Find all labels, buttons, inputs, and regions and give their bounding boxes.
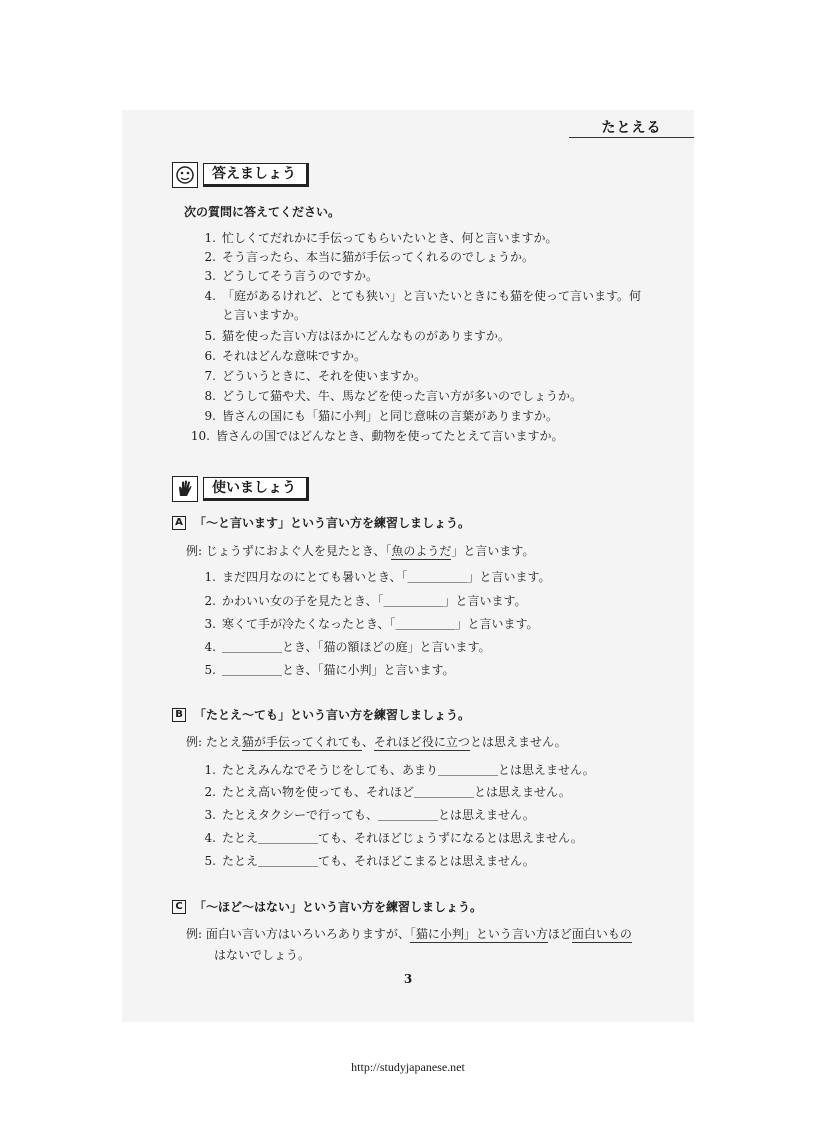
exercise-c-example: 例: 面白い言い方はいろいろありますが、「猫に小判」という言い方ほど面白いもの <box>186 927 632 941</box>
list-item: 8. どうして猫や犬、牛、馬などを使った言い方が多いのでしょうか。 <box>204 389 583 403</box>
list-item: 1. たとえみんなでそうじをしても、あまり＿＿＿＿＿とは思えません。 <box>204 763 595 777</box>
list-item: 7. どういうときに、それを使いますか。 <box>204 369 427 383</box>
exercise-a-heading <box>172 514 470 531</box>
exercise-c-title: 「〜ほど〜はない」という言い方を練習しましょう。 <box>194 900 483 914</box>
section-answer-label: 答えましょう <box>203 163 309 187</box>
list-item: 3. どうしてそう言うのですか。 <box>204 269 379 283</box>
face-icon <box>172 162 198 188</box>
list-item: 2. かわいい女の子を見たとき、「＿＿＿＿＿」と言います。 <box>204 594 527 608</box>
exercise-a-title: 「〜と言います」という言い方を練習しましょう。 <box>194 516 471 530</box>
list-item: 6. それはどんな意味ですか。 <box>204 349 367 363</box>
list-item: 5. ＿＿＿＿＿とき、「猫に小判」と言います。 <box>204 663 455 677</box>
list-item-continuation: と言いますか。 <box>222 308 307 322</box>
hand-icon <box>172 476 198 502</box>
exercise-a-example: 例: じょうずにおよぐ人を見たとき、「魚のようだ」と言います。 <box>186 544 535 558</box>
exercise-c-heading <box>172 898 482 915</box>
exercise-c-example-line2: はないでしょう。 <box>214 948 311 962</box>
exercise-a-letter: A <box>172 516 186 530</box>
list-item: 3. 寒くて手が冷たくなったとき、「＿＿＿＿＿」と言います。 <box>204 617 539 631</box>
exercise-b-title: 「たとえ〜ても」という言い方を練習しましょう。 <box>194 708 471 722</box>
list-item: 2. たとえ高い物を使っても、それほど＿＿＿＿＿とは思えません。 <box>204 785 571 799</box>
section-use-label: 使いましょう <box>203 477 309 501</box>
list-item: 9. 皆さんの国にも「猫に小判」と同じ意味の言葉がありますか。 <box>204 409 559 423</box>
list-item: 3. たとえタクシーで行っても、＿＿＿＿＿とは思えません。 <box>204 808 535 822</box>
list-item: 1. 忙しくてだれかに手伝ってもらいたいとき、何と言いますか。 <box>204 231 558 245</box>
section-answer-instruction: 次の質問に答えてください。 <box>184 205 341 219</box>
section-use-header <box>172 476 309 502</box>
list-item: 5. たとえ＿＿＿＿＿ても、それほどこまるとは思えません。 <box>204 854 535 868</box>
exercise-c-letter: C <box>172 900 186 914</box>
list-item: 4. たとえ＿＿＿＿＿ても、それほどじょうずになるとは思えません。 <box>204 831 583 845</box>
list-item: 10. 皆さんの国ではどんなとき、動物を使ってたとえて言いますか。 <box>190 429 564 443</box>
list-item: 4. ＿＿＿＿＿とき、「猫の額ほどの庭」と言います。 <box>204 640 491 654</box>
exercise-b-example: 例: たとえ猫が手伝ってくれても、それほど役に立つとは思えません。 <box>186 735 567 749</box>
section-answer-header <box>172 162 309 188</box>
list-item: 4. 「庭があるけれど、とても狭い」と言いたいときにも猫を使って言います。何 <box>204 289 642 303</box>
list-item: 1. まだ四月なのにとても暑いとき、「＿＿＿＿＿」と言います。 <box>204 570 551 584</box>
page-sheet <box>122 110 694 1022</box>
list-item: 2. そう言ったら、本当に猫が手伝ってくれるのでしょうか。 <box>204 250 535 264</box>
corner-title: たとえる <box>569 117 694 138</box>
page-number: 3 <box>403 972 413 986</box>
footer-url[interactable]: http://studyjapanese.net <box>351 1060 465 1074</box>
exercise-b-letter: B <box>172 708 186 722</box>
exercise-b-heading <box>172 706 470 723</box>
list-item: 5. 猫を使った言い方はほかにどんなものがありますか。 <box>204 329 511 343</box>
